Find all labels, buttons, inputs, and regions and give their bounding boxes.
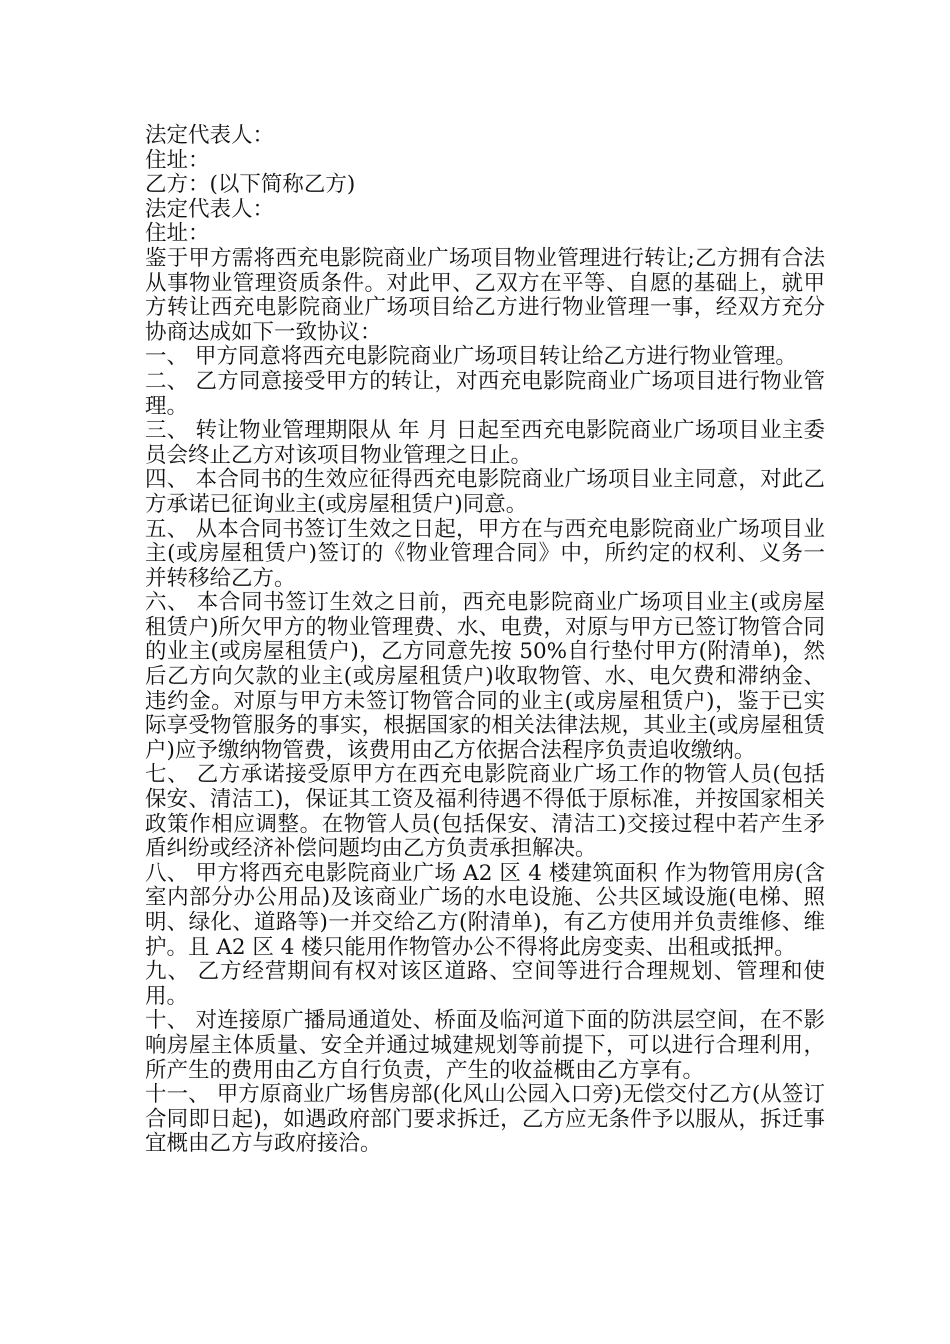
clause-8: 八、 甲方将西充电影院商业广场 A2 区 4 楼建筑面积 作为物管用房(含室内部分办公用品)及该商业广场的水电设施、公共区域设施(电梯、照明、绿化、道路等)一并交给乙方(附清单)，有乙方使用并负责维修、维护。且 A2 区 4 楼只能用作物管办公不得将此房变卖、出租或抵押。 [145,860,825,960]
clause-11: 十一、 甲方原商业广场售房部(化风山公园入口旁)无偿交付乙方(从签订合同即日起)，如遇政府部门要求拆迁，乙方应无条件予以服从，拆迁事宜概由乙方与政府接洽。 [145,1082,825,1157]
document-body [145,124,825,1157]
party-b: 乙方：(以下简称乙方) [145,172,356,198]
address-a: 住址： [145,147,210,173]
clause-9: 九、 乙方经营期间有权对该区道路、空间等进行合理规划、管理和使用。 [145,959,825,1009]
clause-1: 一、 甲方同意将西充电影院商业广场项目转让给乙方进行物业管理。 [145,344,797,370]
clause-5: 五、 从本合同书签订生效之日起，甲方在与西充电影院商业广场项目业主(或房屋租赁户)签订的《物业管理合同》中，所约定的权利、义务一并转移给乙方。 [145,516,825,591]
clause-10: 十、 对连接原广播局通道处、桥面及临河道下面的防洪层空间，在不影响房屋主体质量、安全并通过城建规划等前提下，可以进行合理利用，所产生的费用由乙方自行负责，产生的收益概由乙方享有。 [145,1008,825,1083]
clause-3: 三、 转让物业管理期限从 年 月 日起至西充电影院商业广场项目业主委员会终止乙方对该项目物业管理之日止。 [145,418,825,468]
preamble-paragraph: 鉴于甲方需将西充电影院商业广场项目物业管理进行转让;乙方拥有合法从事物业管理资质条件。对此甲、乙双方在平等、自愿的基础上，就甲方转让西充电影院商业广场项目给乙方进行物业管理一事，经双方充分协商达成如下一致协议： [145,245,825,345]
legal-rep-b: 法定代表人： [145,196,275,222]
clause-4: 四、 本合同书的生效应征得西充电影院商业广场项目业主同意，对此乙方承诺已征询业主(或房屋租赁户)同意。 [145,467,825,517]
legal-rep-a: 法定代表人： [145,123,275,148]
clause-6: 六、 本合同书签订生效之日前，西充电影院商业广场项目业主(或房屋租赁户)所欠甲方的物业管理费、水、电费，对原与甲方已签订物管合同的业主(或房屋租赁户)，乙方同意先按 50%自行垫付甲方(附清单)，然后乙方向欠款的业主(或房屋租赁户)收取物管、水、电欠费和滞纳金、违约金。对原与甲方未签订物管合同的业主(或房屋租赁户)，鉴于已实际享受物管服务的事实，根据国家的相关法律法规，其业主(或房屋租赁户)应予缴纳物管费，该费用由乙方依据合法程序负责追收缴纳。 [145,590,825,763]
clause-7: 七、 乙方承诺接受原甲方在西充电影院商业广场工作的物管人员(包括保安、清洁工)，保证其工资及福利待遇不得低于原标准，并按国家相关政策作相应调整。在物管人员(包括保安、清洁工)交接过程中若产生矛盾纠纷或经济补偿问题均由乙方负责承担解决。 [145,762,825,862]
address-b: 住址： [145,221,210,247]
clause-2: 二、 乙方同意接受甲方的转让，对西充电影院商业广场项目进行物业管理。 [145,368,825,419]
